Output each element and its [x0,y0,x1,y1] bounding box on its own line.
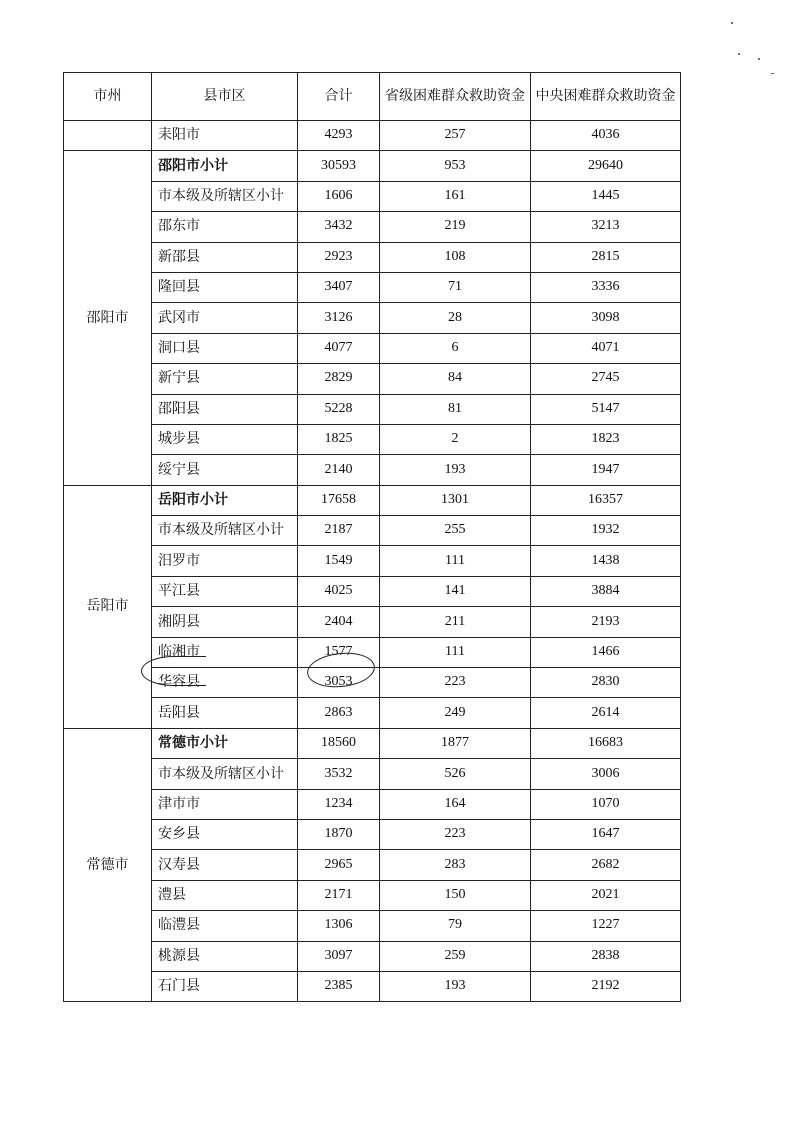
provincial-cell: 223 [380,668,531,698]
central-cell: 1823 [531,424,681,454]
central-cell: 4071 [531,333,681,363]
table-row [64,789,681,819]
total-cell: 3097 [298,941,380,971]
total-cell: 2171 [298,880,380,910]
scan-speck [771,73,774,74]
table-row [64,394,681,424]
provincial-cell: 79 [380,911,531,941]
county-cell: 汉寿县 [152,850,298,880]
header-provincial: 省级困难群众救助资金 [380,73,531,121]
total-cell: 30593 [298,151,380,181]
central-cell: 1932 [531,516,681,546]
county-cell: 新宁县 [152,364,298,394]
total-cell: 1577 [298,637,380,667]
table-row [64,181,681,211]
central-cell: 3213 [531,212,681,242]
central-cell: 3336 [531,272,681,302]
county-cell: 市本级及所辖区小计 [152,516,298,546]
county-cell: 邵阳市小计 [152,151,298,181]
total-cell: 1825 [298,424,380,454]
city-cell: 邵阳市 [64,151,152,485]
provincial-cell: 249 [380,698,531,728]
table-row [64,455,681,485]
provincial-cell: 71 [380,272,531,302]
total-cell: 2923 [298,242,380,272]
provincial-cell: 193 [380,455,531,485]
central-cell: 2745 [531,364,681,394]
total-cell: 2385 [298,971,380,1001]
total-cell: 1606 [298,181,380,211]
scan-speck [731,22,733,24]
county-cell: 新邵县 [152,242,298,272]
table-row [64,911,681,941]
county-cell: 洞口县 [152,333,298,363]
table-row [64,485,681,515]
county-cell: 绥宁县 [152,455,298,485]
county-cell: 澧县 [152,880,298,910]
central-cell: 16357 [531,485,681,515]
county-cell: 耒阳市 [152,121,298,151]
county-cell: 津市市 [152,789,298,819]
provincial-cell: 953 [380,151,531,181]
total-cell: 3432 [298,212,380,242]
central-cell: 3098 [531,303,681,333]
total-cell: 3407 [298,272,380,302]
county-cell: 隆回县 [152,272,298,302]
central-cell: 1070 [531,789,681,819]
total-cell: 5228 [298,394,380,424]
provincial-cell: 164 [380,789,531,819]
provincial-cell: 223 [380,819,531,849]
provincial-cell: 219 [380,212,531,242]
county-cell: 城步县 [152,424,298,454]
county-cell: 岳阳县 [152,698,298,728]
county-cell: 湘阴县 [152,607,298,637]
central-cell: 1227 [531,911,681,941]
provincial-cell: 255 [380,516,531,546]
total-cell: 3532 [298,759,380,789]
provincial-cell: 2 [380,424,531,454]
central-cell: 2193 [531,607,681,637]
provincial-cell: 28 [380,303,531,333]
total-cell: 3053 [298,668,380,698]
central-cell: 4036 [531,121,681,151]
city-cell [64,121,152,151]
central-cell: 16683 [531,728,681,758]
central-cell: 29640 [531,151,681,181]
central-cell: 2682 [531,850,681,880]
central-cell: 3884 [531,576,681,606]
total-cell: 17658 [298,485,380,515]
county-cell: 武冈市 [152,303,298,333]
county-cell: 汨罗市 [152,546,298,576]
central-cell: 1445 [531,181,681,211]
table-row [64,303,681,333]
total-cell: 1234 [298,789,380,819]
relief-fund-table [63,72,681,1002]
table-row [64,880,681,910]
county-cell: 常德市小计 [152,728,298,758]
county-cell: 安乡县 [152,819,298,849]
central-cell: 3006 [531,759,681,789]
total-cell: 2187 [298,516,380,546]
county-cell: 临湘市 [152,637,298,667]
table-row [64,850,681,880]
table-row [64,424,681,454]
table-row [64,759,681,789]
provincial-cell: 108 [380,242,531,272]
scan-speck [758,58,760,60]
total-cell: 1306 [298,911,380,941]
header-county: 县市区 [152,73,298,121]
header-city: 市州 [64,73,152,121]
table-row [64,272,681,302]
provincial-cell: 141 [380,576,531,606]
table-row [64,728,681,758]
county-cell: 邵阳县 [152,394,298,424]
total-cell: 4077 [298,333,380,363]
county-cell: 邵东市 [152,212,298,242]
central-cell: 2830 [531,668,681,698]
total-cell: 4293 [298,121,380,151]
provincial-cell: 526 [380,759,531,789]
provincial-cell: 283 [380,850,531,880]
county-cell: 临澧县 [152,911,298,941]
total-cell: 2829 [298,364,380,394]
header-row [64,73,681,121]
central-cell: 1466 [531,637,681,667]
central-cell: 5147 [531,394,681,424]
provincial-cell: 84 [380,364,531,394]
provincial-cell: 111 [380,546,531,576]
total-cell: 2965 [298,850,380,880]
table-row [64,607,681,637]
header-central: 中央困难群众救助资金 [531,73,681,121]
county-cell: 市本级及所辖区小计 [152,759,298,789]
central-cell: 1947 [531,455,681,485]
central-cell: 2838 [531,941,681,971]
central-cell: 2021 [531,880,681,910]
provincial-cell: 1301 [380,485,531,515]
total-cell: 18560 [298,728,380,758]
total-cell: 2404 [298,607,380,637]
table-row [64,637,681,667]
total-cell: 3126 [298,303,380,333]
county-cell: 岳阳市小计 [152,485,298,515]
provincial-cell: 211 [380,607,531,637]
header-total: 合计 [298,73,380,121]
table-row [64,333,681,363]
provincial-cell: 81 [380,394,531,424]
table-row [64,941,681,971]
provincial-cell: 150 [380,880,531,910]
central-cell: 1647 [531,819,681,849]
provincial-cell: 6 [380,333,531,363]
provincial-cell: 161 [380,181,531,211]
table-row [64,819,681,849]
provincial-cell: 193 [380,971,531,1001]
city-cell: 岳阳市 [64,485,152,728]
county-cell: 石门县 [152,971,298,1001]
total-cell: 1549 [298,546,380,576]
table-row [64,971,681,1001]
total-cell: 2863 [298,698,380,728]
provincial-cell: 257 [380,121,531,151]
city-cell: 常德市 [64,728,152,1002]
provincial-cell: 111 [380,637,531,667]
scan-speck [738,53,740,55]
table-row [64,668,681,698]
total-cell: 2140 [298,455,380,485]
central-cell: 2614 [531,698,681,728]
table-row [64,121,681,151]
table-row [64,698,681,728]
table-row [64,576,681,606]
county-cell: 华容县 [152,668,298,698]
table-row [64,364,681,394]
provincial-cell: 1877 [380,728,531,758]
county-cell: 市本级及所辖区小计 [152,181,298,211]
table-row [64,212,681,242]
table-row [64,516,681,546]
total-cell: 4025 [298,576,380,606]
provincial-cell: 259 [380,941,531,971]
table-row [64,242,681,272]
table-row [64,546,681,576]
central-cell: 1438 [531,546,681,576]
central-cell: 2815 [531,242,681,272]
county-cell: 桃源县 [152,941,298,971]
county-cell: 平江县 [152,576,298,606]
total-cell: 1870 [298,819,380,849]
central-cell: 2192 [531,971,681,1001]
table-row [64,151,681,181]
